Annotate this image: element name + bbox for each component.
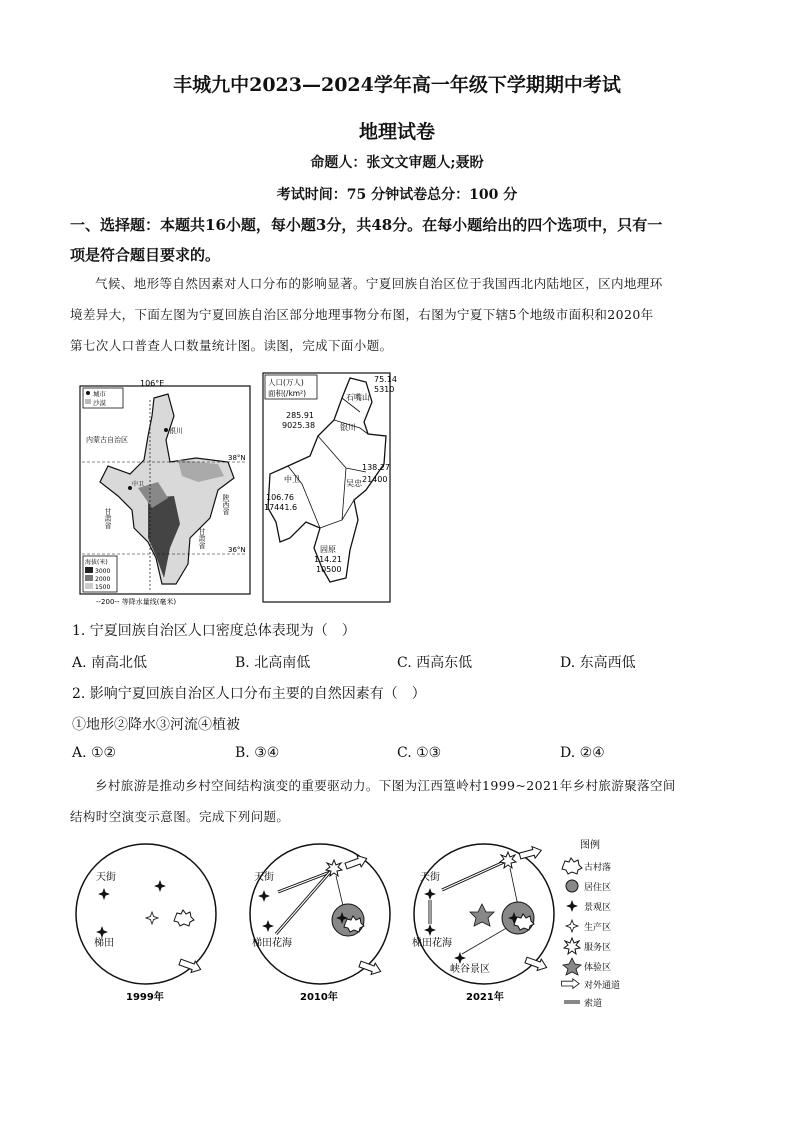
year-2021: 2021年 bbox=[466, 992, 504, 1003]
legend-city-label: 城市 bbox=[93, 390, 106, 398]
section-heading bbox=[70, 210, 730, 270]
wuzhong-pop: 138.27 bbox=[362, 463, 390, 472]
authors-line: 命题人：张文文审题人;聂盼 bbox=[310, 155, 484, 171]
q2-stem: 2. 影响宁夏回族自治区人口分布主要的自然因素有（ ） bbox=[72, 686, 426, 702]
wuzhong-area: 21400 bbox=[362, 475, 388, 484]
guyuan-pop: 114.21 bbox=[314, 555, 342, 564]
legend-pop-label: 人口(万人) bbox=[268, 378, 304, 387]
province-gansu-right: 甘肃省 bbox=[198, 528, 206, 549]
q1-option-c[interactable]: C. 西高东低 bbox=[397, 655, 473, 671]
panel-2010 bbox=[250, 844, 390, 1003]
passage-2-line-2: 结构时空演变示意图。完成下列问题。 bbox=[70, 809, 290, 824]
q2-option-b[interactable]: B. ③④ bbox=[235, 745, 280, 761]
passage-1-line-1: 气候、地形等自然因素对人口分布的影响显著。宁夏回族自治区位于我国西北内陆地区，区内地理环 bbox=[95, 276, 663, 291]
passage-1-line-3: 第七次人口普查人口数量统计图。读图，完成下面小题。 bbox=[70, 338, 393, 353]
village-evolution-diagram bbox=[64, 834, 724, 1014]
q1-option-d[interactable]: D. 东高西低 bbox=[560, 655, 636, 671]
ningxia-population-map bbox=[262, 372, 397, 604]
legend-external-road: 对外通道 bbox=[584, 981, 621, 991]
guyuan-area: 10500 bbox=[316, 565, 342, 574]
p1999-tianjie: 天街 bbox=[96, 872, 116, 883]
legend-experience: 体验区 bbox=[584, 963, 612, 973]
lat-36-label: 36°N bbox=[228, 546, 246, 554]
passage-2-line-1: 乡村旅游是推动乡村空间结构演变的重要驱动力。下图为江西篁岭村1999~2021年乡村旅游聚落空间 bbox=[95, 778, 676, 793]
legend-residential: 居住区 bbox=[584, 883, 612, 893]
lon-label: 106°E bbox=[140, 379, 165, 388]
q1-option-b[interactable]: B. 北高南低 bbox=[235, 655, 311, 671]
city-yinchuan-label: 银川 bbox=[169, 427, 183, 435]
city-zhongwei-label: 中卫 bbox=[132, 481, 145, 488]
passage-1 bbox=[70, 268, 730, 361]
yinchuan-label: 银川 bbox=[340, 423, 356, 432]
ningxia-geography-map bbox=[78, 378, 254, 608]
legend-scenic: 景观区 bbox=[584, 903, 612, 913]
panel-1999 bbox=[76, 844, 216, 1003]
year-2010: 2010年 bbox=[300, 992, 338, 1003]
zhongwei-area: 17441.6 bbox=[264, 503, 298, 512]
legend-village: 古村落 bbox=[584, 863, 612, 873]
lat-38-label: 38°N bbox=[228, 454, 246, 462]
shizuishan-label: 石嘴山 bbox=[346, 393, 370, 402]
shizuishan-pop: 75.14 bbox=[374, 375, 397, 384]
legend-cableway: 索道 bbox=[584, 999, 603, 1009]
yinchuan-pop: 285.91 bbox=[286, 411, 314, 420]
p2021-xiagu: 峡谷景区 bbox=[450, 964, 490, 975]
legend-service: 服务区 bbox=[584, 943, 612, 953]
zhongwei-label: 中卫 bbox=[284, 475, 300, 484]
exam-info: 考试时间：75 分钟试卷总分：100 分 bbox=[276, 187, 518, 203]
elev-legend-title: 海拔(米) bbox=[85, 559, 108, 566]
legend-title: 图例 bbox=[580, 840, 600, 851]
p2021-tianjie: 天街 bbox=[420, 872, 440, 883]
p2010-tianjie: 天街 bbox=[254, 872, 274, 883]
legend-area-label: 面积(/km²) bbox=[268, 389, 307, 398]
legend-desert-label: 沙漠 bbox=[93, 399, 106, 407]
panel-2021 bbox=[412, 844, 554, 1003]
elev-level-2: 2000 bbox=[95, 576, 111, 583]
legend-production: 生产区 bbox=[584, 923, 612, 933]
q2-option-d[interactable]: D. ②④ bbox=[560, 745, 605, 761]
section-line-1: 一、选择题：本题共16小题，每小题3分，共48分。在每小题给出的四个选项中，只有一 bbox=[70, 216, 663, 234]
elev-level-3: 1500 bbox=[95, 584, 111, 591]
q2-factors: ①地形②降水③河流④植被 bbox=[72, 717, 240, 733]
q2-option-a[interactable]: A. ①② bbox=[72, 745, 117, 761]
section-line-2: 项是符合题目要求的。 bbox=[70, 246, 221, 264]
q2-option-c[interactable]: C. ①③ bbox=[397, 745, 442, 761]
province-shaanxi: 陕西省 bbox=[222, 494, 230, 515]
zhongwei-pop: 106.76 bbox=[266, 493, 294, 502]
province-gansu-left: 甘肃省 bbox=[104, 508, 112, 529]
subject-title: 地理试卷 bbox=[358, 121, 435, 143]
passage-1-line-2: 境差异大，下面左图为宁夏回族自治区部分地理事物分布图，右图为宁夏下辖5个地级市面积和2020年 bbox=[70, 307, 654, 322]
shizuishan-area: 5310 bbox=[374, 385, 395, 394]
p2010-titianhuahai: 梯田花海 bbox=[252, 938, 292, 949]
year-1999: 1999年 bbox=[126, 992, 164, 1003]
p1999-titian: 梯田 bbox=[94, 938, 114, 949]
q1-option-a[interactable]: A. 南高北低 bbox=[72, 655, 148, 671]
evolution-legend bbox=[562, 838, 620, 1009]
passage-2 bbox=[70, 770, 730, 832]
wuzhong-label: 吴忠 bbox=[346, 479, 362, 488]
p2021-titianhuahai: 梯田花海 bbox=[412, 938, 452, 949]
q1-stem: 1. 宁夏回族自治区人口密度总体表现为（ ） bbox=[72, 623, 356, 639]
guyuan-label: 固原 bbox=[320, 545, 336, 554]
exam-title: 丰城九中2023—2024学年高一年级下学期期中考试 bbox=[173, 74, 621, 96]
yinchuan-area: 9025.38 bbox=[282, 421, 316, 430]
isohyet-note: --200-- 等降水量线(毫米) bbox=[96, 598, 177, 606]
region-inner-mongolia: 内蒙古自治区 bbox=[86, 436, 128, 444]
elev-level-1: 3000 bbox=[95, 568, 111, 575]
